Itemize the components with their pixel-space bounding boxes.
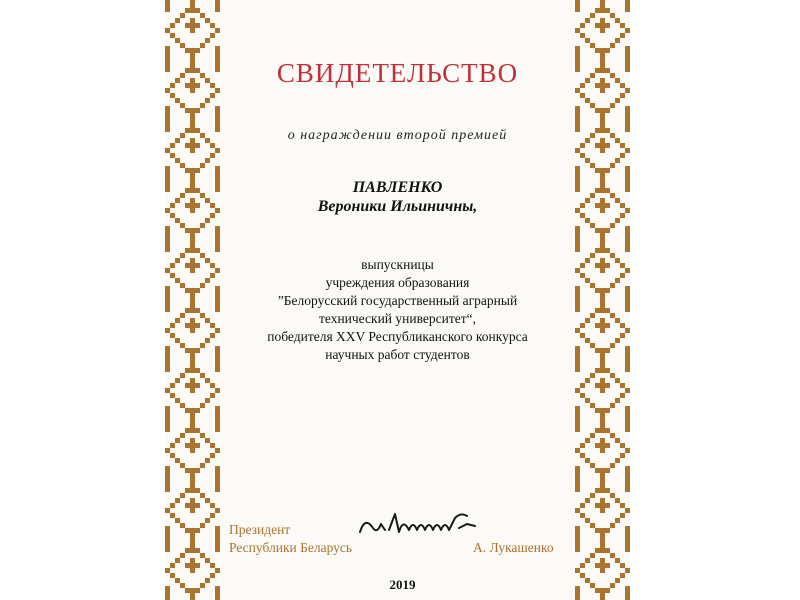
left-ornament-border <box>165 0 220 600</box>
body-line: технический университет“, <box>318 311 477 326</box>
recipient-given-names: Вероники Ильиничны, <box>317 198 478 215</box>
award-subtitle: о награждении второй премией <box>287 128 508 143</box>
body-line: победителя XXV Республиканского конкурса <box>267 329 528 344</box>
signatory-name: А. Лукашенко <box>473 540 554 555</box>
body-line: учреждения образования <box>325 275 470 290</box>
signatory-position-line1: Президент <box>229 522 291 537</box>
signatory-position-line2: Республики Беларусь <box>229 540 353 555</box>
body-line: выпускницы <box>361 257 434 272</box>
recipient-name <box>220 178 575 216</box>
certificate-body <box>220 256 575 364</box>
issue-year: 2019 <box>389 577 416 592</box>
body-line: ”Белорусский государственный аграрный <box>277 293 518 308</box>
right-ornament-border <box>575 0 630 600</box>
handwritten-signature <box>355 508 505 538</box>
body-line: научных работ студентов <box>325 347 470 362</box>
recipient-surname: ПАВЛЕНКО <box>352 179 443 196</box>
certificate-title: СВИДЕТЕЛЬСТВО <box>276 58 519 88</box>
